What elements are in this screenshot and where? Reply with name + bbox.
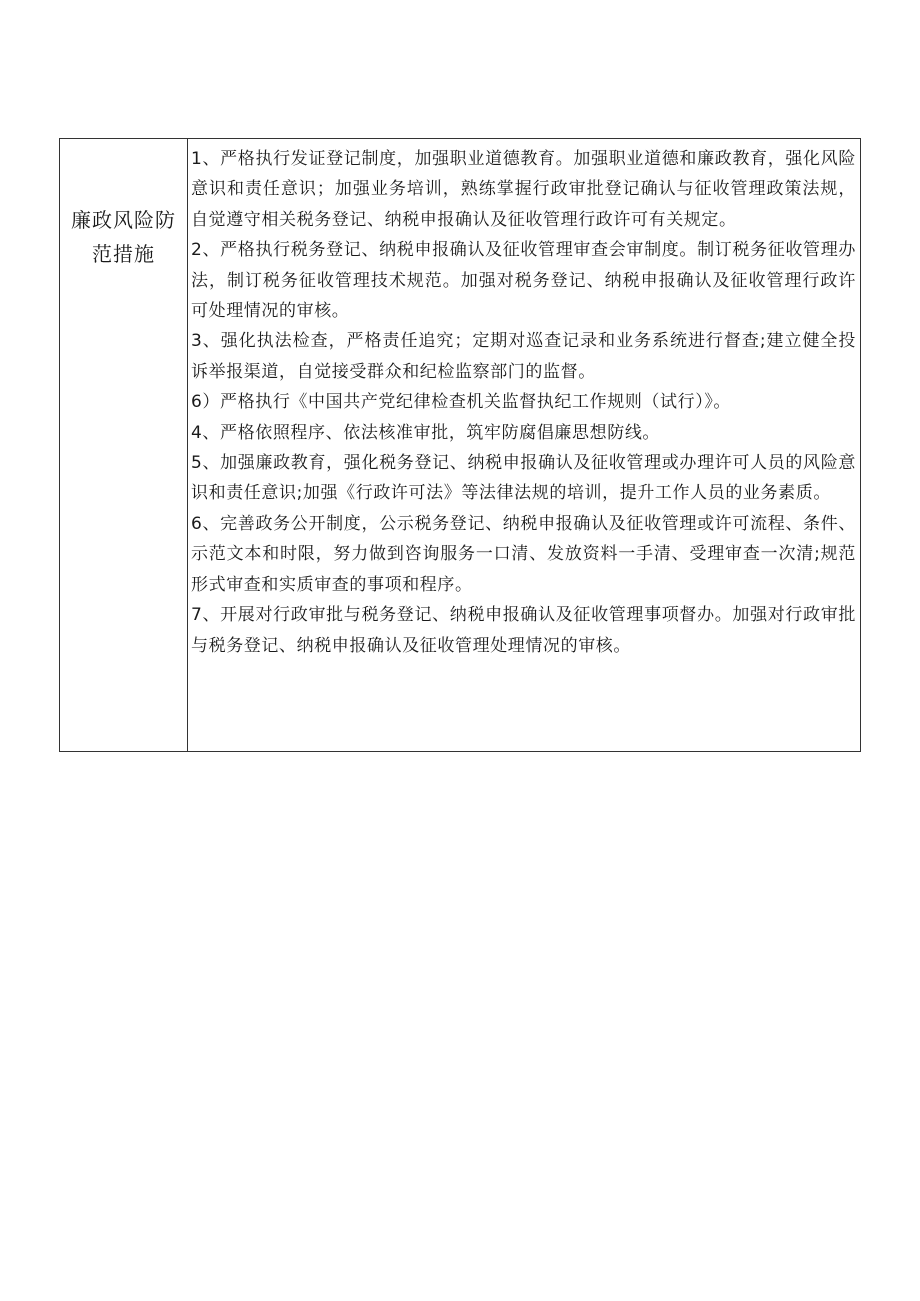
risk-prevention-table	[59, 138, 861, 752]
label-cell	[60, 139, 188, 751]
measure-item: 3、强化执法检查，严格责任追究；定期对巡查记录和业务系统进行督查;建立健全投诉举报渠道，自觉接受群众和纪检监察部门的监督。	[191, 331, 856, 382]
measure-item: 6）严格执行《中国共产党纪律检查机关监督执纪工作规则（试行）》。	[191, 392, 732, 413]
measure-item: 6、完善政务公开制度，公示税务登记、纳税申报确认及征收管理或许可流程、条件、示范文本和时限，努力做到咨询服务一口清、发放资料一手清、受理审查一次清;规范形式审查和实质审查的事项和程序。	[191, 513, 856, 595]
measure-item: 7、开展对行政审批与税务登记、纳税申报确认及征收管理事项督办。加强对行政审批与税务登记、纳税申报确认及征收管理处理情况的审核。	[191, 605, 856, 656]
measure-item: 4、严格依照程序、依法核准审批，筑牢防腐倡廉思想防线。	[191, 422, 661, 443]
label-line-2: 范措施	[92, 242, 155, 266]
measure-item: 5、加强廉政教育，强化税务登记、纳税申报确认及征收管理或办理许可人员的风险意识和责任意识;加强《行政许可法》等法律法规的培训，提升工作人员的业务素质。	[191, 453, 856, 504]
measures-cell	[188, 139, 860, 751]
label-line-1: 廉政风险防	[71, 208, 176, 232]
measure-item: 2、严格执行税务登记、纳税申报确认及征收管理审查会审制度。制订税务征收管理办法，制订税务征收管理技术规范。加强对税务登记、纳税申报确认及征收管理行政许可处理情况的审核。	[191, 240, 856, 322]
measure-item: 1、严格执行发证登记制度，加强职业道德教育。加强职业道德和廉政教育，强化风险意识和责任意识；加强业务培训，熟练掌握行政审批登记确认与征收管理政策法规，自觉遵守相关税务登记、纳税申报确认及征收管理行政许可有关规定。	[191, 149, 856, 230]
